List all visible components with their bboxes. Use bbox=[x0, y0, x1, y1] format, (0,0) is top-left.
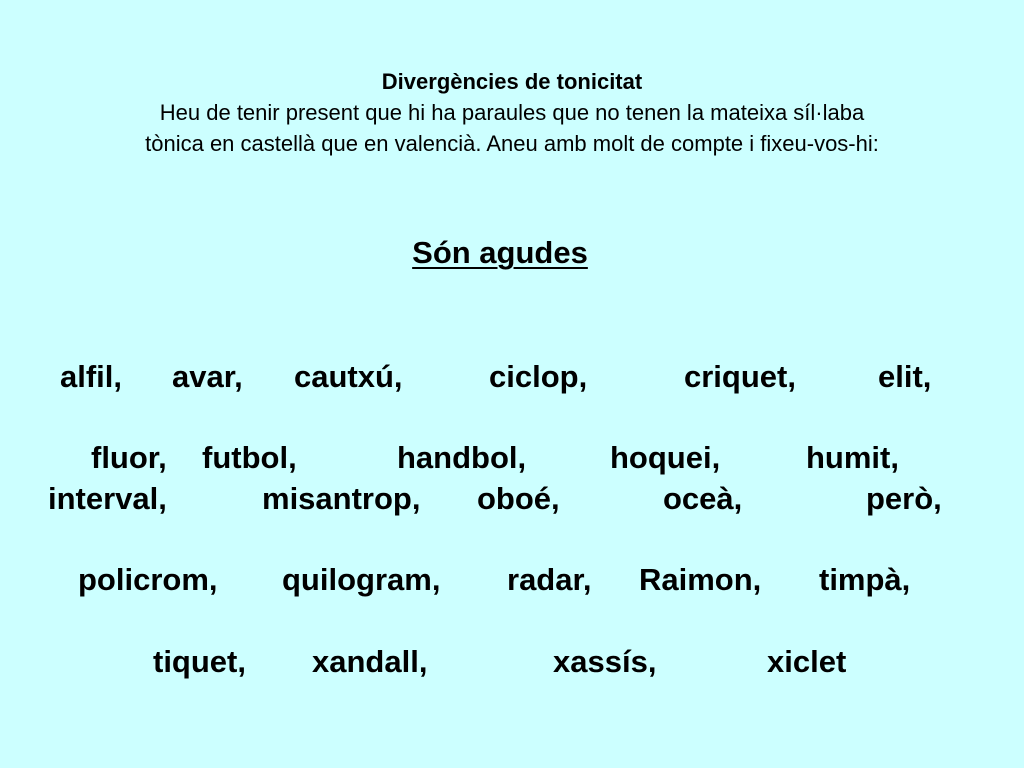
word-item: misantrop, bbox=[262, 481, 421, 516]
word-item: oceà, bbox=[663, 481, 743, 516]
section-heading: Són agudes bbox=[412, 235, 588, 270]
word-item: policrom, bbox=[78, 562, 218, 597]
word-item: tiquet, bbox=[153, 644, 246, 679]
word-item: xiclet bbox=[767, 644, 847, 679]
word-item: Raimon, bbox=[639, 562, 762, 597]
word-item: interval, bbox=[48, 481, 167, 516]
word-item: quilogram, bbox=[282, 562, 441, 597]
word-item: oboé, bbox=[477, 481, 560, 516]
word-item: xassís, bbox=[553, 644, 657, 679]
word-item: però, bbox=[866, 481, 942, 516]
word-item: avar, bbox=[172, 359, 243, 394]
intro-line-1: Heu de tenir present que hi ha paraules que no tenen la mateixa síl·laba bbox=[159, 100, 865, 125]
word-item: hoquei, bbox=[610, 440, 721, 475]
word-item: ciclop, bbox=[489, 359, 588, 394]
word-item: humit, bbox=[806, 440, 899, 475]
word-item: handbol, bbox=[397, 440, 527, 475]
word-item: radar, bbox=[507, 562, 592, 597]
word-item: xandall, bbox=[312, 644, 428, 679]
word-item: fluor, bbox=[91, 440, 167, 475]
word-item: elit, bbox=[878, 359, 932, 394]
word-item: timpà, bbox=[819, 562, 911, 597]
word-item: futbol, bbox=[202, 440, 297, 475]
word-item: criquet, bbox=[684, 359, 796, 394]
intro-text bbox=[0, 66, 1024, 159]
intro-line-2: tònica en castellà que en valencià. Aneu amb molt de compte i fixeu-vos-hi: bbox=[145, 131, 879, 156]
word-item: alfil, bbox=[60, 359, 123, 394]
slide-title: Divergències de tonicitat bbox=[381, 69, 643, 94]
word-item: cautxú, bbox=[294, 359, 403, 394]
